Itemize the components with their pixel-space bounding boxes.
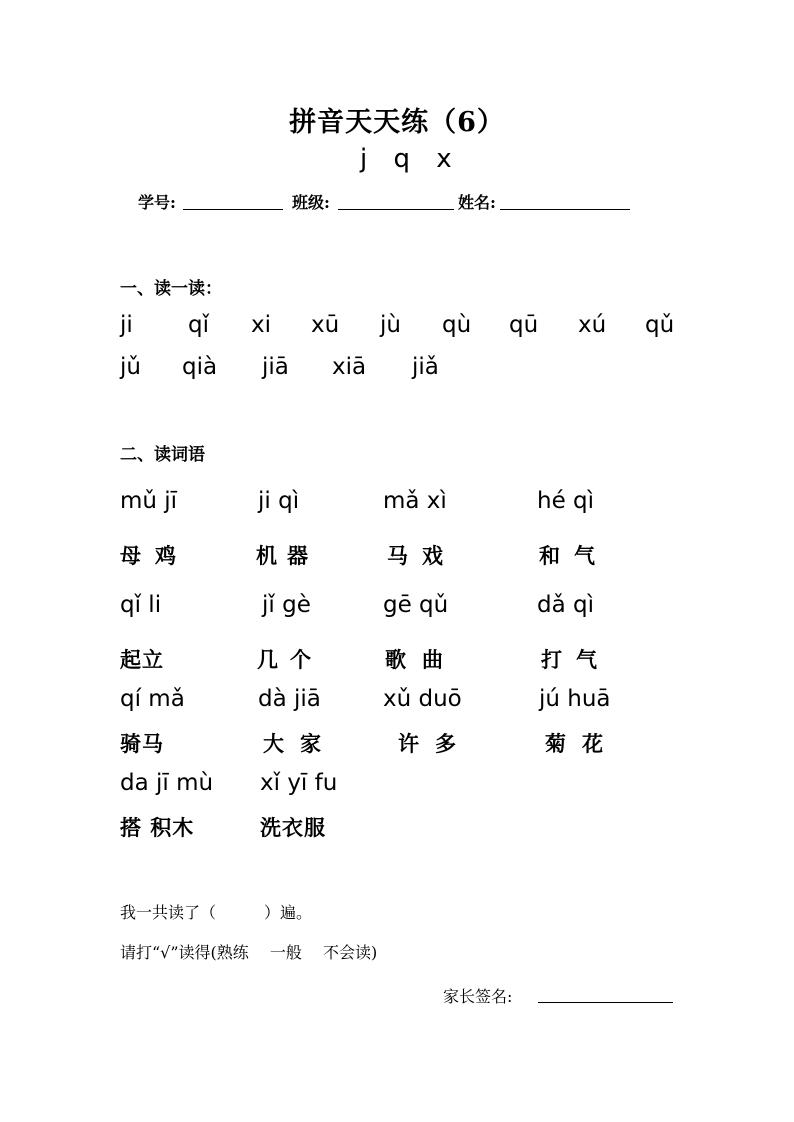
section2-heading: 二、读词语 bbox=[120, 445, 205, 465]
syllable: xi bbox=[251, 312, 272, 338]
word-pinyin: jǐ gè bbox=[262, 592, 311, 618]
name-label: 姓名: bbox=[458, 193, 496, 212]
word-hanzi: 几个 bbox=[257, 647, 323, 672]
syllable: qù bbox=[442, 312, 472, 338]
word-hanzi: 马戏 bbox=[387, 543, 457, 568]
read-count-line: 我一共读了（ ）遍。 bbox=[120, 903, 313, 922]
name-blank[interactable] bbox=[500, 191, 630, 210]
syllable: xū bbox=[311, 312, 340, 338]
word-pinyin: ji qì bbox=[258, 488, 300, 514]
syllable: qǔ bbox=[645, 312, 675, 338]
parent-sign-label: 家长签名: bbox=[443, 987, 513, 1006]
word-pinyin: dǎ qì bbox=[537, 592, 594, 618]
word-hanzi: 洗衣服 bbox=[260, 815, 326, 840]
word-pinyin: qí mǎ bbox=[120, 686, 185, 712]
word-pinyin: dà jiā bbox=[258, 686, 321, 712]
word-pinyin: jú huā bbox=[539, 686, 611, 712]
section1-heading: 一、读一读： bbox=[120, 279, 222, 299]
word-hanzi: 和气 bbox=[539, 543, 609, 568]
syllable: jiǎ bbox=[412, 354, 439, 380]
word-hanzi: 骑马 bbox=[120, 731, 164, 756]
word-hanzi: 起立 bbox=[120, 647, 164, 672]
target-letters: j q x bbox=[360, 144, 452, 174]
word-pinyin: xǐ yī fu bbox=[260, 770, 338, 796]
word-pinyin: xǔ duō bbox=[383, 686, 462, 712]
word-hanzi: 机器 bbox=[256, 543, 318, 568]
word-hanzi: 搭 积木 bbox=[120, 815, 195, 840]
student-id-label: 学号: bbox=[138, 193, 176, 212]
word-pinyin: qǐ li bbox=[120, 592, 162, 618]
word-pinyin: mǔ jī bbox=[120, 488, 178, 514]
word-pinyin: da jī mù bbox=[120, 770, 214, 796]
word-hanzi: 大家 bbox=[263, 731, 337, 756]
syllable: qǐ bbox=[188, 312, 209, 338]
syllable: xiā bbox=[332, 354, 367, 380]
word-pinyin: mǎ xì bbox=[383, 488, 447, 514]
word-hanzi: 打气 bbox=[541, 647, 611, 672]
syllable: ji bbox=[120, 312, 133, 338]
parent-sign-blank[interactable] bbox=[538, 984, 673, 1003]
student-id-blank[interactable] bbox=[183, 191, 283, 210]
syllable: jù bbox=[380, 312, 401, 338]
class-label: 班级: bbox=[292, 193, 330, 212]
syllable: qū bbox=[509, 312, 539, 338]
syllable: qià bbox=[182, 354, 218, 380]
word-hanzi: 母鸡 bbox=[120, 543, 190, 568]
class-blank[interactable] bbox=[338, 191, 454, 210]
tick-prompt-line: 请打“√”读得(熟练 一般 不会读) bbox=[120, 943, 378, 962]
word-pinyin: gē qǔ bbox=[383, 592, 449, 618]
syllable: jiā bbox=[262, 354, 289, 380]
word-hanzi: 歌曲 bbox=[385, 647, 459, 672]
word-hanzi: 菊花 bbox=[545, 731, 619, 756]
word-hanzi: 许多 bbox=[398, 731, 472, 756]
page-title: 拼音天天练（6） bbox=[289, 107, 505, 138]
syllable: xú bbox=[578, 312, 607, 338]
word-pinyin: hé qì bbox=[537, 488, 595, 514]
syllable: jǔ bbox=[120, 354, 141, 380]
